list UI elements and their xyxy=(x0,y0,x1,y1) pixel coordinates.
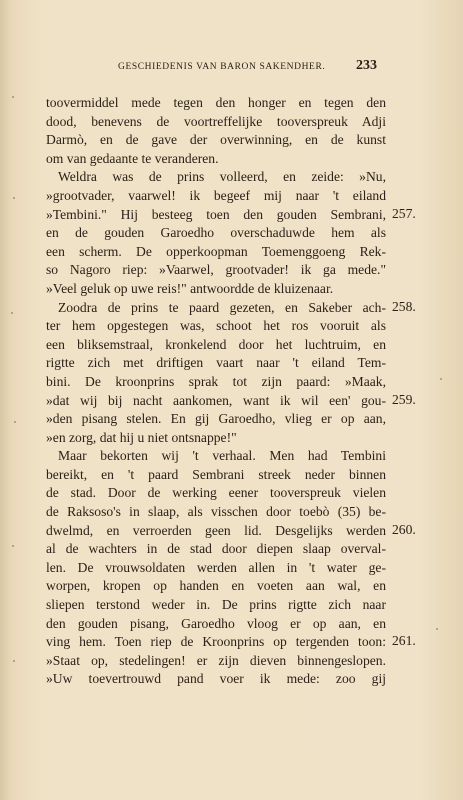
text-line: de stad. Door de werking eener tooverspreuk vielen xyxy=(46,485,386,501)
text-line: Maar bekorten wij 't verhaal. Men had Tembini xyxy=(58,448,386,464)
marginal-number: 260. xyxy=(392,521,416,537)
text-line: len. De vrouwsoldaten werden allen in 't water ge- xyxy=(46,559,386,575)
page-number: 233 xyxy=(356,58,377,73)
text-line: al de wachters in de stad door diepen slaap overval- xyxy=(46,541,386,557)
text-line: »grootvader, vaarwel! ik begeef mij naar 't eiland xyxy=(46,187,386,203)
text-line: »Tembini." Hij besteeg toen den gouden Sembrani, xyxy=(46,206,386,222)
text-line: so Nagoro riep: »Vaarwel, grootvader! ik ga mede." xyxy=(46,262,386,278)
text-line: een scherm. De opperkoopman Toemenggoeng Rek- xyxy=(46,243,386,259)
text-line: »en zorg, dat hij u niet ontsnappe!" xyxy=(46,429,237,445)
marginal-number: 259. xyxy=(392,391,416,407)
marginal-number: 258. xyxy=(392,298,416,314)
text-line: een bliksemstraal, kronkelend door het luchtruim, en xyxy=(46,336,386,352)
text-line: bereikt, en 't paard Sembrani streek neder binnen xyxy=(46,466,386,482)
text-line: de Raksoso's in slaap, als visschen door toebò (35) be- xyxy=(46,504,386,520)
text-line: ter hem opgestegen was, schoot het ros vooruit als xyxy=(46,318,386,334)
text-line: toovermiddel mede tegen den honger en tegen den xyxy=(46,95,386,110)
text-line: bini. De kroonprins sprak tot zijn paard: »Maak, xyxy=(46,373,386,389)
text-line: Darmò, en de gave der overwinning, en de kunst xyxy=(46,132,386,148)
text-line: »dat wij bij nacht aankomen, want ik wil een' gou- xyxy=(46,392,386,408)
text-line: worpen, kropen op handen en voeten aan wal, en xyxy=(46,578,386,594)
text-line: Weldra was de prins volleerd, en zeide: »Nu, xyxy=(58,169,386,185)
marginal-number: 257. xyxy=(392,205,416,221)
text-line: en de gouden Garoedho overschaduwde hem als xyxy=(46,225,386,241)
text-line: »Veel geluk op uwe reis!" antwoordde de kluizenaar. xyxy=(46,280,334,296)
text-line: »Staat op, stedelingen! er zijn dieven binnengeslopen. xyxy=(46,652,386,668)
body-text xyxy=(46,94,386,689)
text-line: dood, benevens de voortreffelijke tooverspreuk Adji xyxy=(46,113,386,129)
text-line: rigtte zich met driftigen vaart naar 't eiland Tem- xyxy=(46,355,386,371)
running-title: GESCHIEDENIS VAN BARON SAKENDHER. xyxy=(118,62,326,72)
text-line: Zoodra de prins te paard gezeten, en Sakeber ach- xyxy=(58,299,386,315)
text-line: »den pisang stelen. En gij Garoedho, vlieg er op aan, xyxy=(46,411,386,427)
marginal-number: 261. xyxy=(392,633,416,649)
text-line: om van gedaante te veranderen. xyxy=(46,150,219,166)
text-line: sliepen terstond weder in. De prins rigtte zich naar xyxy=(46,597,386,613)
text-line: ving hem. Toen riep de Kroonprins op tergenden toon: xyxy=(46,634,386,650)
text-line: den gouden pisang, Garoedho vloog er op aan, en xyxy=(46,615,386,631)
text-line: dwelmd, en verroerden geen lid. Desgelijks werden xyxy=(46,522,386,538)
text-line: »Uw toevertrouwd pand voer ik mede: zoo gij xyxy=(46,671,386,687)
